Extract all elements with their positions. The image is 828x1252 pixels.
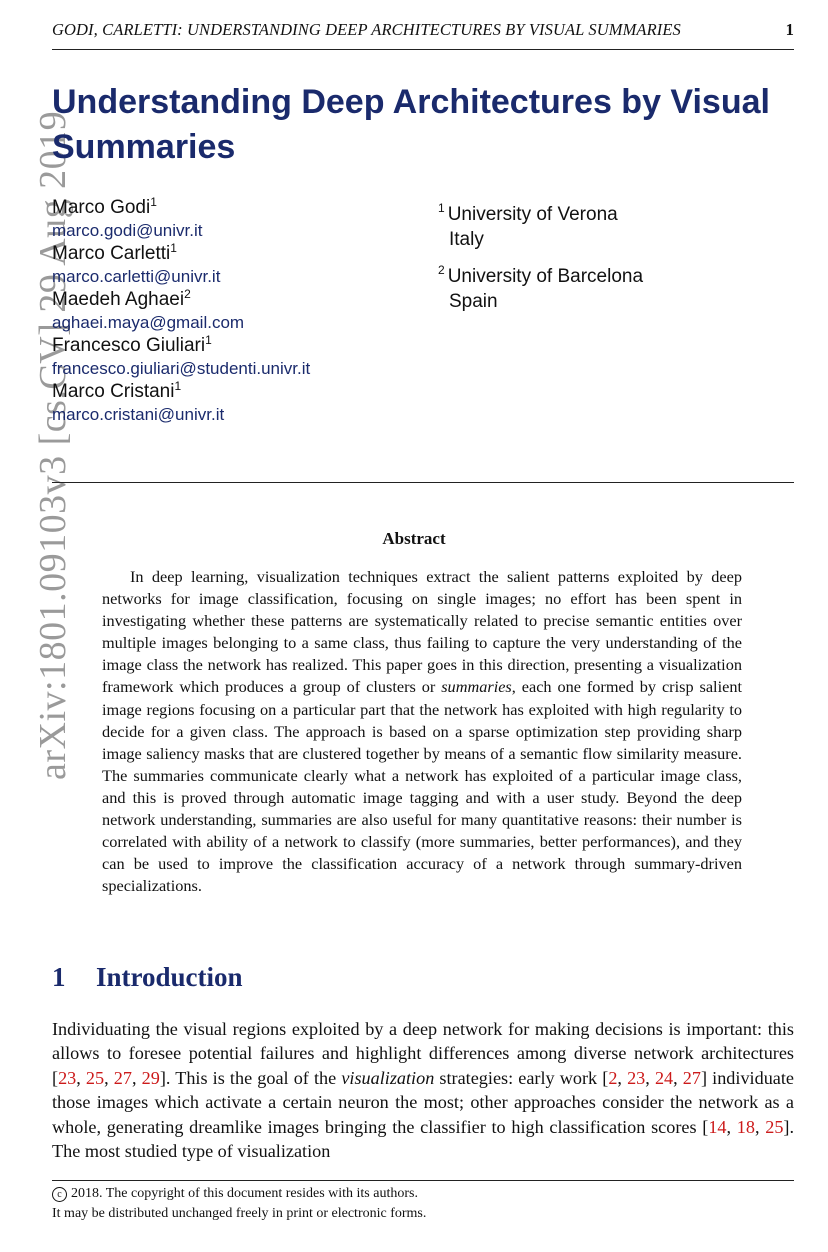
author-name: Francesco Giuliari$^1$ xyxy=(52,333,212,356)
author-entry xyxy=(52,334,412,380)
affiliation-number: 1 xyxy=(438,201,445,215)
paper-title: Understanding Deep Architectures by Visual Summaries xyxy=(52,83,770,166)
section-heading xyxy=(52,962,243,993)
title-block-rule xyxy=(52,482,794,483)
running-head xyxy=(52,20,794,40)
citation-link[interactable]: 25 xyxy=(85,1067,105,1088)
author-name: Marco Godi$^1$ xyxy=(52,195,157,218)
copyright-symbol-icon: c xyxy=(52,1187,67,1202)
footer-rule xyxy=(52,1180,794,1181)
author-entry xyxy=(52,288,412,334)
citation-link[interactable]: 14 xyxy=(708,1116,727,1137)
author-email-link[interactable]: aghaei.maya@gmail.com xyxy=(52,313,245,332)
affiliation-number: 2 xyxy=(438,263,445,277)
copyright-footer xyxy=(52,1184,652,1224)
citation-link[interactable]: 23 xyxy=(58,1067,77,1088)
abstract-body: In deep learning, visualization techniques extract the salient patterns exploited by deep networks for image classification, focusing on single images; no effort has been spent in investigating whether these patterns are systematically related to precise semantic entities over multiple images belonging to a same class, thus failing to capture the very understanding of the image class the network has realized. This paper goes in this direction, presenting a visualization framework which produces a group of clusters or summaries, each one formed by crisp salient image regions focusing on a particular part that the network has exploited with high regularity to decide for a given class. The approach is based on a sparse optimization step providing sharp image saliency masks that are clustered together by means of a semantic flow similarity measure. The summaries communicate clearly what a network has exploited of a particular image class, and this is proved through automatic image tagging and with a user study. Beyond the deep network understanding, summaries are also useful for many quantitative reasons: their number is correlated with ability of a network to classify (more summaries, better performances), and they can be used to improve the classification accuracy of a network through summary-driven specializations. xyxy=(102,567,742,896)
intro-paragraph: Individuating the visual regions exploited by a deep network for making decisions is important: this allows to foresee potential failures and highlight differences among diverse network architectures [23, 25, 27, 29]. This is the goal of the visualization strategies: early work [2, 23, 24, 27] individuate those images which activate a certain neuron the most; other approaches consider the network as a whole, generating dreamlike images bringing the classifier to high classification scores [14, 18, 25]. The most studied type of visualization xyxy=(52,1019,795,1162)
affiliation-entry xyxy=(438,258,778,314)
citation-link[interactable]: 27 xyxy=(113,1067,132,1088)
author-email-link[interactable]: marco.carletti@univr.it xyxy=(52,267,221,286)
author-list xyxy=(52,196,412,426)
section-title: Introduction xyxy=(96,962,243,992)
affiliation-country: Italy xyxy=(449,229,484,250)
author-name: Maedeh Aghaei$^2$ xyxy=(52,287,191,310)
author-email-link[interactable]: marco.godi@univr.it xyxy=(52,221,203,240)
citation-link[interactable]: 18 xyxy=(736,1116,755,1137)
running-head-text: GODI, CARLETTI: UNDERSTANDING DEEP ARCHITECTURES BY VISUAL SUMMARIES xyxy=(52,20,681,39)
author-entry xyxy=(52,380,412,426)
author-entry xyxy=(52,242,412,288)
affiliation-entry xyxy=(438,196,778,252)
author-entry xyxy=(52,196,412,242)
abstract-emphasis: summaries xyxy=(441,677,512,697)
affiliation-name: University of Barcelona xyxy=(447,266,644,287)
affiliation-country: Spain xyxy=(449,291,498,312)
page-number: 1 xyxy=(785,20,794,39)
citation-link[interactable]: 29 xyxy=(141,1067,160,1088)
distribution-line: It may be distributed unchanged freely in print or electronic forms. xyxy=(52,1206,427,1221)
affiliation-name: University of Verona xyxy=(447,204,618,225)
citation-link[interactable]: 2 xyxy=(608,1067,618,1088)
abstract-heading: Abstract xyxy=(382,529,446,548)
citation-link[interactable]: 23 xyxy=(627,1067,646,1088)
author-name: Marco Carletti$^1$ xyxy=(52,241,177,264)
copyright-line: c 2018. The copyright of this document resides with its authors. xyxy=(52,1184,652,1204)
section-number: 1 xyxy=(52,962,66,992)
header-rule xyxy=(52,49,794,50)
citation-link[interactable]: 24 xyxy=(654,1067,674,1088)
affiliation-list xyxy=(438,196,778,320)
author-email-link[interactable]: marco.cristani@univr.it xyxy=(52,405,225,424)
citation-link[interactable]: 27 xyxy=(682,1067,701,1088)
intro-emphasis: visualization xyxy=(341,1067,435,1088)
citation-link[interactable]: 25 xyxy=(765,1116,784,1137)
arxiv-stamp: arXiv:1801.09103v3 [cs.CV] 29 Aug 2019 xyxy=(32,110,74,780)
author-name: Marco Cristani$^1$ xyxy=(52,379,182,402)
author-email-link[interactable]: francesco.giuliari@studenti.univr.it xyxy=(52,359,311,378)
